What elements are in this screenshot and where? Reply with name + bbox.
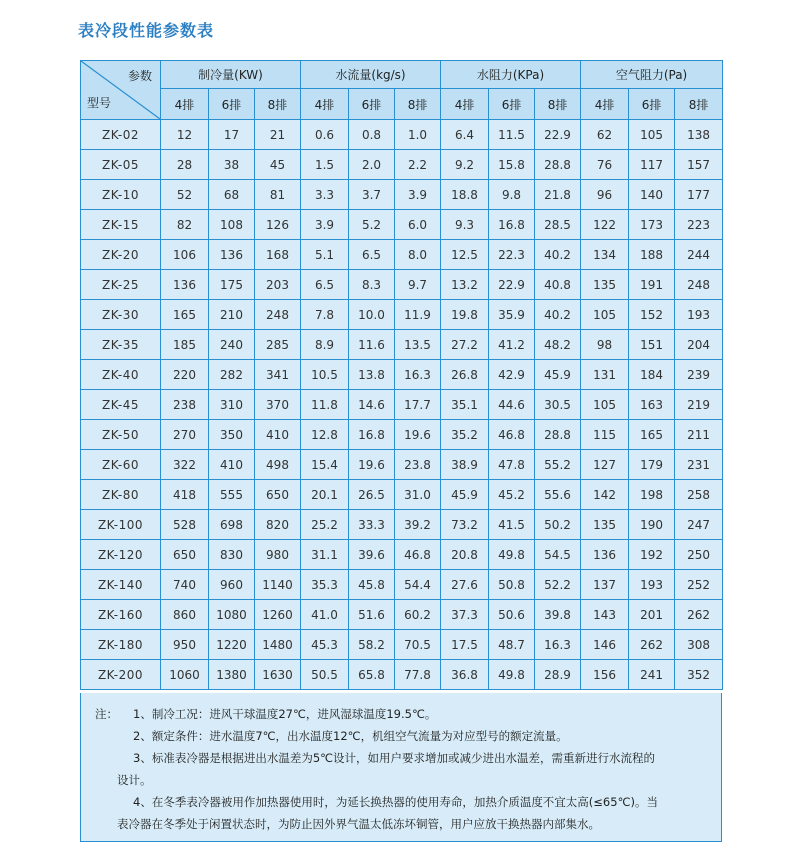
value-cell: 105: [581, 390, 629, 420]
value-cell: 1480: [255, 630, 301, 660]
value-cell: 45.3: [301, 630, 349, 660]
subheader-cell: 8排: [675, 89, 723, 120]
value-cell: 6.5: [301, 270, 349, 300]
value-cell: 6.4: [441, 120, 489, 150]
value-cell: 175: [209, 270, 255, 300]
table-body: [81, 120, 723, 690]
value-cell: 23.8: [395, 450, 441, 480]
value-cell: 106: [161, 240, 209, 270]
value-cell: 238: [161, 390, 209, 420]
value-cell: 38.9: [441, 450, 489, 480]
value-cell: 28.8: [535, 150, 581, 180]
value-cell: 39.2: [395, 510, 441, 540]
performance-table: [80, 60, 723, 690]
value-cell: 308: [675, 630, 723, 660]
value-cell: 191: [629, 270, 675, 300]
subheader-cell: 4排: [581, 89, 629, 120]
notes-lead: 注：: [95, 707, 118, 721]
value-cell: 192: [629, 540, 675, 570]
value-cell: 18.8: [441, 180, 489, 210]
value-cell: 45.2: [489, 480, 535, 510]
diagonal-header-cell: [81, 61, 161, 120]
value-cell: 258: [675, 480, 723, 510]
value-cell: 3.7: [349, 180, 395, 210]
value-cell: 138: [675, 120, 723, 150]
value-cell: 285: [255, 330, 301, 360]
subheader-cell: 4排: [301, 89, 349, 120]
value-cell: 860: [161, 600, 209, 630]
value-cell: 35.2: [441, 420, 489, 450]
value-cell: 22.9: [489, 270, 535, 300]
note-4: 4、在冬季表冷器被用作加热器使用时，为延长换热器的使用寿命，加热介质温度不宜太高(≤65℃)。当: [133, 795, 658, 809]
model-cell: ZK-80: [81, 480, 161, 510]
model-cell: ZK-45: [81, 390, 161, 420]
value-cell: 76: [581, 150, 629, 180]
value-cell: 15.4: [301, 450, 349, 480]
value-cell: 163: [629, 390, 675, 420]
value-cell: 9.8: [489, 180, 535, 210]
value-cell: 203: [255, 270, 301, 300]
value-cell: 190: [629, 510, 675, 540]
value-cell: 41.0: [301, 600, 349, 630]
table-row: [81, 210, 723, 240]
value-cell: 142: [581, 480, 629, 510]
value-cell: 28.8: [535, 420, 581, 450]
table-row: [81, 360, 723, 390]
param-label: 参数: [127, 69, 152, 83]
value-cell: 19.8: [441, 300, 489, 330]
value-cell: 165: [629, 420, 675, 450]
value-cell: 211: [675, 420, 723, 450]
value-cell: 165: [161, 300, 209, 330]
value-cell: 352: [675, 660, 723, 690]
table-row: [81, 660, 723, 690]
value-cell: 17: [209, 120, 255, 150]
value-cell: 830: [209, 540, 255, 570]
value-cell: 15.8: [489, 150, 535, 180]
value-cell: 7.8: [301, 300, 349, 330]
value-cell: 11.8: [301, 390, 349, 420]
value-cell: 16.8: [349, 420, 395, 450]
value-cell: 19.6: [349, 450, 395, 480]
model-cell: ZK-30: [81, 300, 161, 330]
value-cell: 201: [629, 600, 675, 630]
value-cell: 410: [209, 450, 255, 480]
value-cell: 151: [629, 330, 675, 360]
group-header-cooling: 制冷量(KW): [161, 61, 301, 89]
value-cell: 173: [629, 210, 675, 240]
value-cell: 250: [675, 540, 723, 570]
value-cell: 231: [675, 450, 723, 480]
value-cell: 8.0: [395, 240, 441, 270]
value-cell: 48.2: [535, 330, 581, 360]
value-cell: 12: [161, 120, 209, 150]
value-cell: 58.2: [349, 630, 395, 660]
value-cell: 126: [255, 210, 301, 240]
value-cell: 30.5: [535, 390, 581, 420]
value-cell: 41.2: [489, 330, 535, 360]
value-cell: 13.5: [395, 330, 441, 360]
value-cell: 0.6: [301, 120, 349, 150]
value-cell: 239: [675, 360, 723, 390]
value-cell: 184: [629, 360, 675, 390]
value-cell: 81: [255, 180, 301, 210]
table-header: [81, 61, 723, 120]
value-cell: 27.2: [441, 330, 489, 360]
value-cell: 528: [161, 510, 209, 540]
value-cell: 55.2: [535, 450, 581, 480]
model-cell: ZK-60: [81, 450, 161, 480]
value-cell: 16.8: [489, 210, 535, 240]
value-cell: 740: [161, 570, 209, 600]
model-cell: ZK-15: [81, 210, 161, 240]
value-cell: 70.5: [395, 630, 441, 660]
group-header-water-flow: 水流量(kg/s): [301, 61, 441, 89]
table-row: [81, 150, 723, 180]
value-cell: 193: [629, 570, 675, 600]
value-cell: 28.5: [535, 210, 581, 240]
value-cell: 143: [581, 600, 629, 630]
table-row: [81, 450, 723, 480]
subheader-cell: 8排: [255, 89, 301, 120]
subheader-cell: 6排: [209, 89, 255, 120]
value-cell: 157: [675, 150, 723, 180]
value-cell: 1.0: [395, 120, 441, 150]
value-cell: 1060: [161, 660, 209, 690]
value-cell: 136: [161, 270, 209, 300]
value-cell: 350: [209, 420, 255, 450]
note-3: 3、标准表冷器是根据进出水温差为5℃设计，如用户要求增加或减少进出水温差，需重新进行水流程的: [133, 751, 656, 765]
table-row: [81, 630, 723, 660]
model-cell: ZK-180: [81, 630, 161, 660]
value-cell: 3.3: [301, 180, 349, 210]
value-cell: 16.3: [395, 360, 441, 390]
value-cell: 27.6: [441, 570, 489, 600]
value-cell: 20.8: [441, 540, 489, 570]
value-cell: 650: [161, 540, 209, 570]
value-cell: 108: [209, 210, 255, 240]
value-cell: 950: [161, 630, 209, 660]
value-cell: 179: [629, 450, 675, 480]
value-cell: 105: [581, 300, 629, 330]
value-cell: 35.3: [301, 570, 349, 600]
group-header-air-resistance: 空气阻力(Pa): [581, 61, 723, 89]
model-cell: ZK-160: [81, 600, 161, 630]
value-cell: 555: [209, 480, 255, 510]
value-cell: 28.9: [535, 660, 581, 690]
value-cell: 37.3: [441, 600, 489, 630]
value-cell: 25.2: [301, 510, 349, 540]
value-cell: 3.9: [301, 210, 349, 240]
value-cell: 6.0: [395, 210, 441, 240]
value-cell: 22.9: [535, 120, 581, 150]
value-cell: 270: [161, 420, 209, 450]
value-cell: 45.9: [535, 360, 581, 390]
value-cell: 220: [161, 360, 209, 390]
value-cell: 248: [675, 270, 723, 300]
value-cell: 1220: [209, 630, 255, 660]
value-cell: 322: [161, 450, 209, 480]
value-cell: 244: [675, 240, 723, 270]
value-cell: 105: [629, 120, 675, 150]
value-cell: 820: [255, 510, 301, 540]
value-cell: 96: [581, 180, 629, 210]
value-cell: 156: [581, 660, 629, 690]
value-cell: 177: [675, 180, 723, 210]
value-cell: 498: [255, 450, 301, 480]
table-row: [81, 540, 723, 570]
model-cell: ZK-20: [81, 240, 161, 270]
value-cell: 146: [581, 630, 629, 660]
model-label: 型号: [87, 96, 112, 110]
model-cell: ZK-200: [81, 660, 161, 690]
value-cell: 1080: [209, 600, 255, 630]
value-cell: 282: [209, 360, 255, 390]
value-cell: 2.0: [349, 150, 395, 180]
value-cell: 698: [209, 510, 255, 540]
model-cell: ZK-35: [81, 330, 161, 360]
value-cell: 55.6: [535, 480, 581, 510]
value-cell: 10.5: [301, 360, 349, 390]
model-cell: ZK-10: [81, 180, 161, 210]
value-cell: 117: [629, 150, 675, 180]
value-cell: 26.8: [441, 360, 489, 390]
value-cell: 140: [629, 180, 675, 210]
value-cell: 98: [581, 330, 629, 360]
value-cell: 240: [209, 330, 255, 360]
value-cell: 17.5: [441, 630, 489, 660]
value-cell: 136: [209, 240, 255, 270]
table-row: [81, 180, 723, 210]
value-cell: 3.9: [395, 180, 441, 210]
value-cell: 14.6: [349, 390, 395, 420]
value-cell: 8.3: [349, 270, 395, 300]
model-cell: ZK-40: [81, 360, 161, 390]
value-cell: 247: [675, 510, 723, 540]
value-cell: 44.6: [489, 390, 535, 420]
value-cell: 45: [255, 150, 301, 180]
note-3-continued: 设计。: [117, 773, 152, 787]
value-cell: 45.9: [441, 480, 489, 510]
value-cell: 11.5: [489, 120, 535, 150]
value-cell: 6.5: [349, 240, 395, 270]
value-cell: 13.8: [349, 360, 395, 390]
value-cell: 219: [675, 390, 723, 420]
table-row: [81, 480, 723, 510]
value-cell: 136: [581, 540, 629, 570]
subheader-cell: 4排: [441, 89, 489, 120]
value-cell: 1380: [209, 660, 255, 690]
value-cell: 50.6: [489, 600, 535, 630]
value-cell: 31.1: [301, 540, 349, 570]
value-cell: 223: [675, 210, 723, 240]
value-cell: 193: [675, 300, 723, 330]
table-row: [81, 600, 723, 630]
value-cell: 82: [161, 210, 209, 240]
value-cell: 188: [629, 240, 675, 270]
subheader-cell: 6排: [349, 89, 395, 120]
value-cell: 40.2: [535, 300, 581, 330]
value-cell: 42.9: [489, 360, 535, 390]
model-cell: ZK-02: [81, 120, 161, 150]
value-cell: 62: [581, 120, 629, 150]
subheader-cell: 8排: [395, 89, 441, 120]
note-1: 1、制冷工况：进风干球温度27℃，进风湿球温度19.5℃。: [133, 707, 437, 721]
value-cell: 73.2: [441, 510, 489, 540]
table-row: [81, 120, 723, 150]
value-cell: 11.9: [395, 300, 441, 330]
value-cell: 241: [629, 660, 675, 690]
value-cell: 131: [581, 360, 629, 390]
value-cell: 0.8: [349, 120, 395, 150]
value-cell: 51.6: [349, 600, 395, 630]
value-cell: 210: [209, 300, 255, 330]
value-cell: 35.9: [489, 300, 535, 330]
value-cell: 1630: [255, 660, 301, 690]
value-cell: 185: [161, 330, 209, 360]
subheader-cell: 6排: [629, 89, 675, 120]
value-cell: 50.5: [301, 660, 349, 690]
value-cell: 10.0: [349, 300, 395, 330]
value-cell: 39.6: [349, 540, 395, 570]
table-row: [81, 300, 723, 330]
value-cell: 1140: [255, 570, 301, 600]
value-cell: 12.8: [301, 420, 349, 450]
value-cell: 5.2: [349, 210, 395, 240]
value-cell: 13.2: [441, 270, 489, 300]
value-cell: 49.8: [489, 540, 535, 570]
value-cell: 54.5: [535, 540, 581, 570]
value-cell: 134: [581, 240, 629, 270]
value-cell: 252: [675, 570, 723, 600]
value-cell: 50.8: [489, 570, 535, 600]
value-cell: 50.2: [535, 510, 581, 540]
value-cell: 52: [161, 180, 209, 210]
subheader-cell: 4排: [161, 89, 209, 120]
value-cell: 410: [255, 420, 301, 450]
subheader-cell: 6排: [489, 89, 535, 120]
value-cell: 20.1: [301, 480, 349, 510]
value-cell: 16.3: [535, 630, 581, 660]
value-cell: 22.3: [489, 240, 535, 270]
value-cell: 960: [209, 570, 255, 600]
value-cell: 46.8: [395, 540, 441, 570]
value-cell: 60.2: [395, 600, 441, 630]
table-row: [81, 570, 723, 600]
model-cell: ZK-25: [81, 270, 161, 300]
value-cell: 38: [209, 150, 255, 180]
value-cell: 12.5: [441, 240, 489, 270]
value-cell: 135: [581, 510, 629, 540]
value-cell: 9.2: [441, 150, 489, 180]
value-cell: 262: [675, 600, 723, 630]
value-cell: 1260: [255, 600, 301, 630]
value-cell: 36.8: [441, 660, 489, 690]
value-cell: 8.9: [301, 330, 349, 360]
value-cell: 77.8: [395, 660, 441, 690]
value-cell: 262: [629, 630, 675, 660]
value-cell: 21.8: [535, 180, 581, 210]
value-cell: 54.4: [395, 570, 441, 600]
value-cell: 33.3: [349, 510, 395, 540]
notes-box: [80, 693, 722, 842]
subheader-cell: 8排: [535, 89, 581, 120]
value-cell: 370: [255, 390, 301, 420]
table-row: [81, 240, 723, 270]
value-cell: 115: [581, 420, 629, 450]
value-cell: 9.3: [441, 210, 489, 240]
value-cell: 310: [209, 390, 255, 420]
value-cell: 49.8: [489, 660, 535, 690]
model-cell: ZK-05: [81, 150, 161, 180]
value-cell: 137: [581, 570, 629, 600]
value-cell: 48.7: [489, 630, 535, 660]
value-cell: 168: [255, 240, 301, 270]
value-cell: 418: [161, 480, 209, 510]
value-cell: 40.8: [535, 270, 581, 300]
value-cell: 26.5: [349, 480, 395, 510]
note-4-continued: 表冷器在冬季处于闲置状态时，为防止因外界气温太低冻坏铜管，用户应放干换热器内部集水。: [117, 817, 600, 831]
value-cell: 41.5: [489, 510, 535, 540]
value-cell: 127: [581, 450, 629, 480]
value-cell: 198: [629, 480, 675, 510]
value-cell: 9.7: [395, 270, 441, 300]
group-header-water-resistance: 水阻力(KPa): [441, 61, 581, 89]
value-cell: 31.0: [395, 480, 441, 510]
page-title: 表冷段性能参数表: [78, 21, 215, 40]
value-cell: 2.2: [395, 150, 441, 180]
value-cell: 68: [209, 180, 255, 210]
value-cell: 46.8: [489, 420, 535, 450]
value-cell: 19.6: [395, 420, 441, 450]
note-2: 2、额定条件：进水温度7℃，出水温度12℃，机组空气流量为对应型号的额定流量。: [133, 729, 568, 743]
value-cell: 122: [581, 210, 629, 240]
value-cell: 135: [581, 270, 629, 300]
value-cell: 152: [629, 300, 675, 330]
value-cell: 341: [255, 360, 301, 390]
value-cell: 650: [255, 480, 301, 510]
table-row: [81, 510, 723, 540]
table-row: [81, 270, 723, 300]
value-cell: 17.7: [395, 390, 441, 420]
value-cell: 204: [675, 330, 723, 360]
table-row: [81, 330, 723, 360]
value-cell: 65.8: [349, 660, 395, 690]
model-cell: ZK-100: [81, 510, 161, 540]
value-cell: 39.8: [535, 600, 581, 630]
value-cell: 11.6: [349, 330, 395, 360]
value-cell: 980: [255, 540, 301, 570]
table-row: [81, 420, 723, 450]
model-cell: ZK-50: [81, 420, 161, 450]
value-cell: 52.2: [535, 570, 581, 600]
model-cell: ZK-140: [81, 570, 161, 600]
value-cell: 1.5: [301, 150, 349, 180]
value-cell: 35.1: [441, 390, 489, 420]
value-cell: 21: [255, 120, 301, 150]
value-cell: 28: [161, 150, 209, 180]
value-cell: 5.1: [301, 240, 349, 270]
value-cell: 40.2: [535, 240, 581, 270]
table-row: [81, 390, 723, 420]
value-cell: 248: [255, 300, 301, 330]
value-cell: 47.8: [489, 450, 535, 480]
value-cell: 45.8: [349, 570, 395, 600]
model-cell: ZK-120: [81, 540, 161, 570]
